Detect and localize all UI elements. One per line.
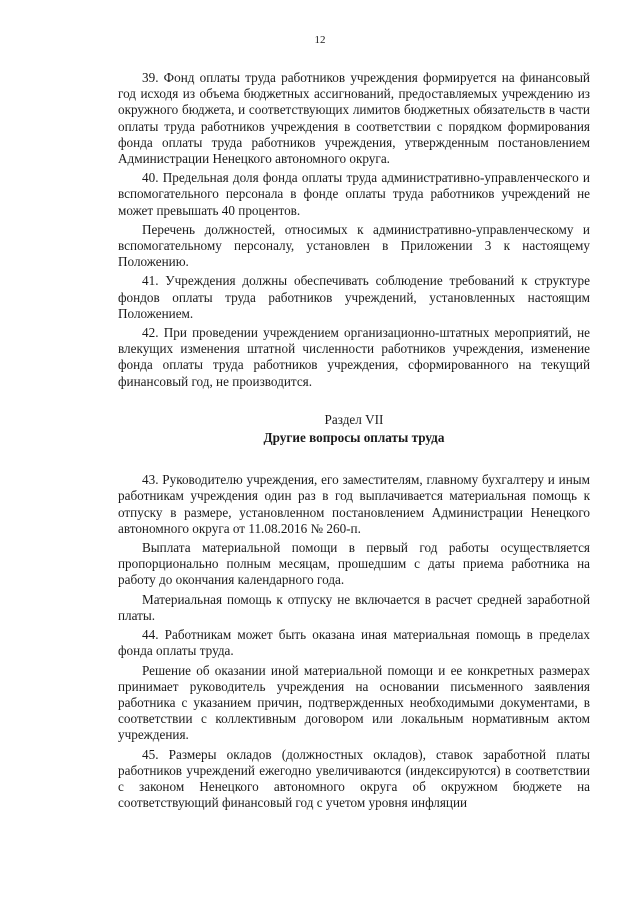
paragraph-40-list: Перечень должностей, относимых к административно-управленческому и вспомогательному персоналу, установлен в Приложении 3 к настоящему Положению. xyxy=(118,221,590,270)
section-label: Раздел VII xyxy=(324,411,384,427)
paragraph-43-first-year: Выплата материальной помощи в первый год работы осуществляется пропорционально полным месяцам, прошедшим с даты приема работника на работу до окончания календарного года. xyxy=(118,540,590,588)
paragraph-43: 43. Руководителю учреждения, его заместителям, главному бухгалтеру и иным работникам учреждения один раз в год выплачивается материальная помощь к отпуску в размере, установленном постановлением Администрации Ненецкого автономного округа от 11.08.2016 № 260-п. xyxy=(118,472,590,536)
paragraph-41: 41. Учреждения должны обеспечивать соблюдение требований к структуре фондов оплаты труда работников учреждений, установленных настоящим Положением. xyxy=(118,273,590,321)
page-number: 12 xyxy=(314,34,326,46)
paragraph-44-decision: Решение об оказании иной материальной помощи и ее конкретных размерах принимает руководитель учреждения на основании письменного заявления работника с указанием причин, подтвержденных необходимыми документами, в соответствии с коллективным договором или локальным нормативным актом учреждения. xyxy=(118,662,590,743)
paragraph-42: 42. При проведении учреждением организационно-штатных мероприятий, не влекущих изменения штатной численности работников учреждения, изменение фонда оплаты труда работников учреждения, сформированного на текущий финансовый год, не производится. xyxy=(118,325,590,389)
paragraph-43-average-pay: Материальная помощь к отпуску не включается в расчет средней заработной платы. xyxy=(118,591,590,623)
paragraph-39: 39. Фонд оплаты труда работников учреждения формируется на финансовый год исходя из объема бюджетных ассигнований, предоставляемых учреждению из окружного бюджета, и соответствующих лимитов бюджетных обязательств в части оплаты труда работников учреждения в соответствии с порядком формирования фонда оплаты труда работников учреждения, утвержденным постановлением Администрации Ненецкого автономного округа. xyxy=(118,70,590,167)
document-body xyxy=(118,70,590,814)
paragraph-40: 40. Предельная доля фонда оплаты труда административно-управленческого и вспомогательного персонала в фонде оплаты труда работников учреждений не может превышать 40 процентов. xyxy=(118,170,590,218)
section-title: Другие вопросы оплаты труда xyxy=(263,430,445,446)
paragraph-45: 45. Размеры окладов (должностных окладов), ставок заработной платы работников учреждений ежегодно увеличиваются (индексируются) в соответствии с законом Ненецкого автономного округа об окружном бюджете на соответствующий финансовый год с учетом уровня инфляции xyxy=(118,746,590,811)
paragraph-44: 44. Работникам может быть оказана иная материальная помощь в пределах фонда оплаты труда. xyxy=(118,627,590,659)
